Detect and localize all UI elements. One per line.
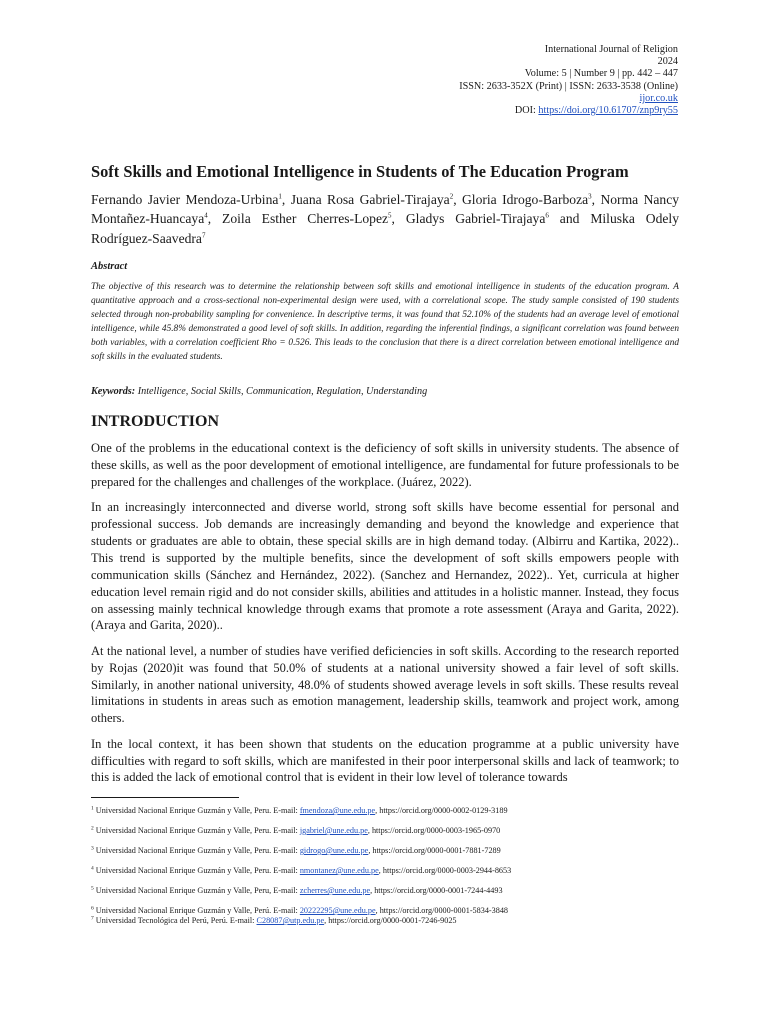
author-name: Juana Rosa Gabriel-Tirajaya (290, 192, 450, 207)
footnote-orcid: , https://orcid.org/0000-0001-7246-9025 (324, 916, 457, 925)
footnote-email-link[interactable]: jgabriel@une.edu.pe (299, 826, 368, 835)
keywords-label: Keywords: (91, 386, 136, 397)
footnote-orcid: , https://orcid.org/0000-0001-7881-7289 (368, 846, 501, 855)
author-name: Fernando Javier Mendoza-Urbina (91, 192, 279, 207)
journal-year: 2024 (657, 56, 678, 68)
footnote-orcid: , https://orcid.org/0000-0002-0129-3189 (375, 806, 508, 815)
keywords-text: Intelligence, Social Skills, Communication, Regulation, Understanding (135, 386, 428, 397)
footnote-number: 3 (91, 845, 94, 852)
abstract-text: The objective of this research was to determine the relationship between soft skills and emotional intelligence in students of the education program. A quantitative approach and a cross-sectional non-experimental design were used, with a correlational scope. The study sample consisted of 190 students selected through non-probability sampling for convenience. In descriptive terms, it was found that 52.10% of the students had an average level of emotional intelligence, while 45.8% demonstrated a good level of soft skills. In addition, regarding the inferential findings, a significant correlation was found between both variables, with a correlation coefficient Rho = 0.526. This leads to the conclusion that there is a direct correlation between emotional intelligence and soft skills in the evaluated students. (91, 282, 679, 363)
footnote-item (91, 916, 457, 926)
footnote-item (91, 826, 500, 836)
footnote-email-link[interactable]: C28087@utp.edu.pe (256, 916, 325, 925)
author-sup: 1 (278, 192, 282, 201)
section-heading-introduction: INTRODUCTION (91, 413, 220, 430)
issn-line: ISSN: 2633-352X (Print) | ISSN: 2633-3538 (Online) (459, 80, 678, 92)
footnote-orcid: , https://orcid.org/0000-0003-2944-8653 (378, 866, 512, 875)
footnote-item (91, 886, 503, 896)
author-sup: 3 (588, 192, 592, 201)
paragraph: One of the problems in the educational context is the deficiency of soft skills in university students. The absence of these skills, as well as the poor development of emotional intelligence, are fundamental for future professionals to be prepared for the challenges and challenges of the workplace. (Juárez, 2022). (91, 441, 679, 489)
footnote-orcid: , https://orcid.org/0000-0003-1965-0970 (367, 826, 501, 835)
footnote-affiliation: Universidad Nacional Enrique Guzmán y Valle, Perú. E-mail: (95, 906, 300, 915)
paper-title: Soft Skills and Emotional Intelligence in Students of The Education Program (91, 162, 629, 181)
footnote-affiliation: Universidad Nacional Enrique Guzmán y Valle, Peru. E-mail: (95, 866, 300, 875)
footnote-number: 1 (91, 805, 94, 812)
footnote-email-link[interactable]: fmendoza@une.edu.pe (299, 806, 376, 815)
author-name: Miluska Odely Rodríguez-Saavedra (91, 211, 679, 246)
footnote-affiliation: Universidad Nacional Enrique Guzmán y Valle, Peru. E-mail: (95, 826, 300, 835)
footnote-item (91, 866, 511, 876)
footnote-number: 7 (91, 915, 94, 922)
author-sup: 4 (204, 211, 208, 220)
footnote-affiliation: Universidad Nacional Enrique Guzmán y Valle, Peru, E-mail: (95, 886, 300, 895)
footnote-number: 5 (91, 885, 94, 892)
author-name: Gladys Gabriel-Tirajaya (405, 211, 546, 227)
keywords-line (91, 386, 679, 397)
author-name: Zoila Esther Cherres-Lopez (222, 211, 389, 227)
author-sup: 6 (545, 211, 549, 220)
paragraph: In the local context, it has been shown that students on the education programme at a public university have difficulties with regard to soft skills, which are manifested in their poor interpersonal skills and lack of teamwork; to this is added the lack of emotional control that is evident in their low level of tolerance towards (91, 736, 679, 785)
footnote-email-link[interactable]: nmontanez@une.edu.pe (299, 866, 379, 875)
footnote-email-link[interactable]: gidrogo@une.edu.pe (299, 846, 369, 855)
footnote-affiliation: Universidad Nacional Enrique Guzmán y Valle, Peru. E-mail: (95, 846, 300, 855)
footnote-affiliation: Universidad Nacional Enrique Guzmán y Valle, Peru. E-mail: (95, 806, 300, 815)
footnote-affiliation: Universidad Tecnológica del Perú, Perú. E-mail: (95, 916, 257, 925)
author-sup: 7 (201, 231, 206, 240)
introduction-body (91, 440, 679, 795)
footnote-email-link[interactable]: zcherres@une.edu.pe (299, 886, 371, 895)
author-name: Norma Nancy Montañez-Huancaya (91, 192, 680, 227)
paragraph: At the national level, a number of studies have verified deficiencies in soft skills. According to the research reported by Rojas (2020)it was found that 50.0% of students at a national university showed a fair level of soft skills. Similarly, in another national university, 48.0% of students showed average levels in soft skills. These results reveal limitations in students in areas such as emotion management, leadership skills, teamwork and project work, among others. (91, 643, 679, 726)
footnote-number: 4 (91, 865, 94, 872)
author-list: Fernando Javier Mendoza-Urbina$^1$, Juana Rosa Gabriel-Tirajaya$^2$, Gloria Idrogo-Barboza$^3$, Norma Nancy Montañez-Huancaya$^4$, Zoila Esther Cherres-Lopez$^5$, Gladys Gabriel-Tirajaya$^6$ and Miluska Odely Rodríguez-Saavedra$^7$ (91, 192, 680, 246)
journal-site-link[interactable]: ijor.co.uk (639, 92, 678, 104)
footnote-orcid: , https://orcid.org/0000-0001-7244-4493 (370, 886, 503, 895)
author-sup: 2 (449, 192, 454, 201)
footnote-divider (91, 797, 239, 798)
footnote-item (91, 846, 501, 856)
doi-line (298, 105, 678, 117)
abstract-heading: Abstract (91, 261, 128, 272)
footnote-email-link[interactable]: 20222295@une.edu.pe (299, 906, 376, 915)
footnote-number: 2 (91, 825, 94, 832)
doi-link[interactable]: https://doi.org/10.61707/znp9ry55 (538, 105, 678, 117)
author-sup: 5 (388, 211, 392, 220)
footnote-orcid: , https://orcid.org/0000-0001-5834-3848 (375, 906, 509, 915)
volume-line: Volume: 5 | Number 9 | pp. 442 – 447 (524, 68, 678, 80)
footnote-item (91, 806, 508, 816)
footnote-item (91, 906, 508, 916)
journal-header (298, 44, 678, 117)
footnote-number: 6 (91, 905, 94, 912)
author-name: Gloria Idrogo-Barboza (461, 192, 589, 207)
journal-name: International Journal of Religion (544, 44, 678, 55)
paragraph: In an increasingly interconnected and diverse world, strong soft skills have become essential for personal and professional success. Job demands are increasingly demanding and beyond the knowledge and experience that students or graduates are able to obtain, these special skills are in high demand today. (Albirru and Kartika, 2022).. This trend is supported by the multiple benefits, since the development of soft skills empowers people with communication skills (Sánchez and Hernández, 2022). (Sanchez and Hernandez, 2022).. Yet, curricula at higher education level remain rigid and do not consider skills, abilities and attitudes in a holistic manner. Instead, they focus on assessing mainly technical knowledge through exams that promote a rote assessment (Araya and Garita, 2022). (Araya and Garita, 2020).. (91, 500, 679, 633)
doi-label: DOI: (514, 105, 539, 117)
